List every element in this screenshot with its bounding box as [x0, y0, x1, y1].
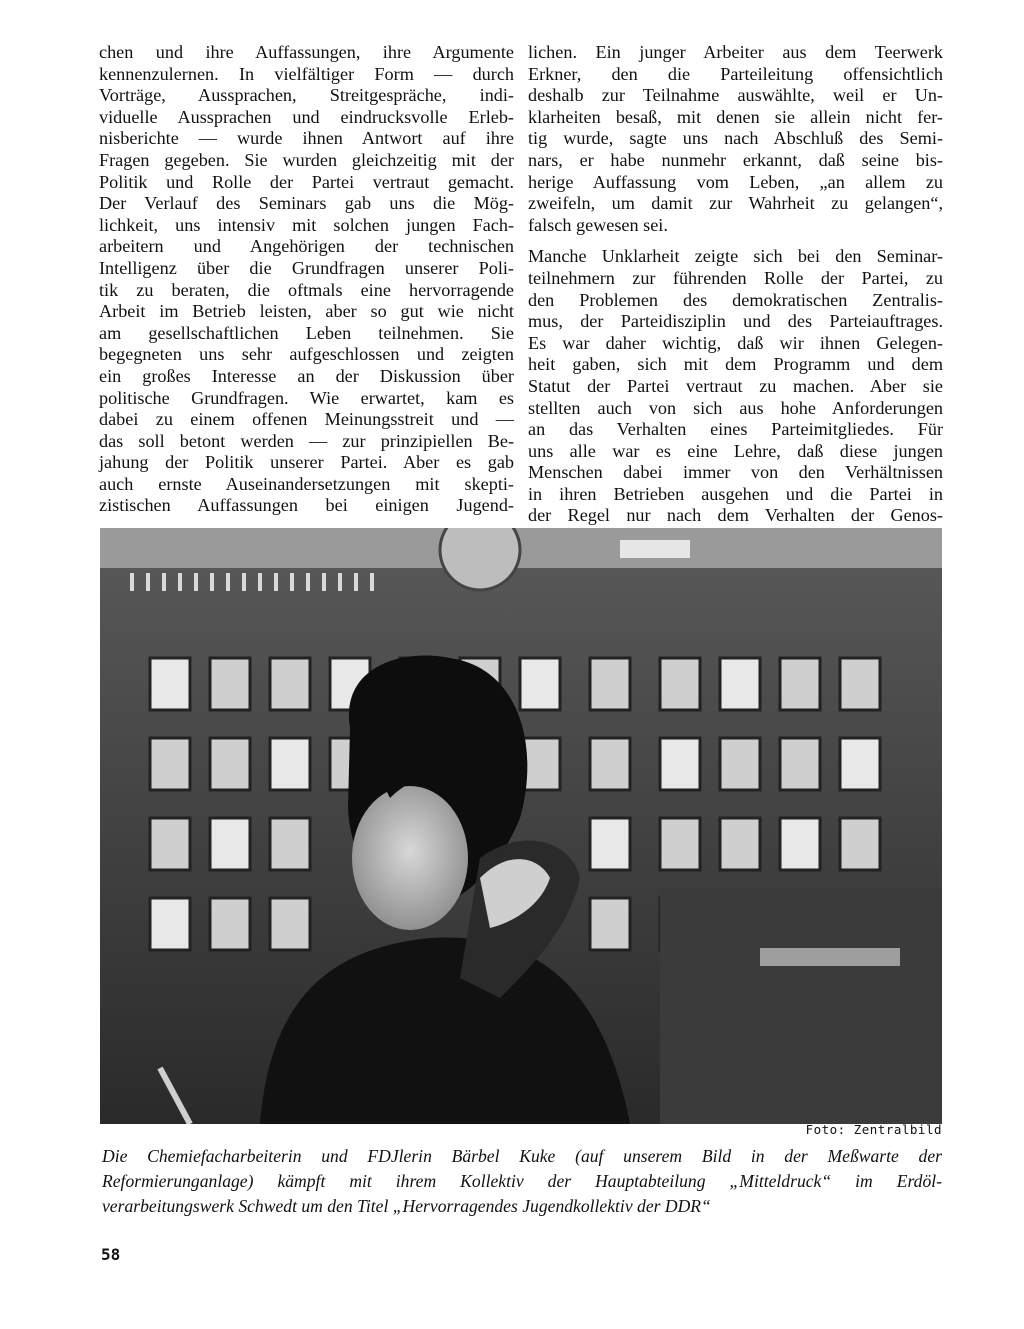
article-photo: [100, 528, 942, 1124]
gauge-window: [210, 818, 250, 870]
gauge-window: [150, 658, 190, 710]
caption-line: Reformierunganlage) kämpft mit ihrem Kollektiv der Hauptabteilung „Mitteldruck“ im Erdöl-: [102, 1171, 942, 1191]
gauge-window: [660, 658, 700, 710]
caption-line: Die Chemiefacharbeiterin und FDJlerin Bärbel Kuke (auf unserem Bild in der Meßwarte der: [102, 1146, 942, 1166]
photo-credit: Foto: Zentralbild: [805, 1122, 942, 1137]
indicator-lamp: [194, 573, 198, 591]
text-line: dabei zu einem offenen Meinungsstreit und —: [99, 409, 514, 430]
gauge-window: [590, 898, 630, 950]
desk-edge: [760, 948, 900, 966]
gauge-window: [210, 658, 250, 710]
text-line: chen und ihre Auffassungen, ihre Argumente: [99, 42, 514, 62]
text-line: lichkeit, uns intensiv mit solchen jungen Fach-: [99, 214, 514, 235]
article-paragraph-2: [528, 246, 943, 527]
text-line: Manche Unklarheit zeigte sich bei den Seminar-: [528, 246, 943, 267]
text-line: auch ernste Auseinandersetzungen mit skepti-: [99, 473, 514, 494]
text-line: jahung der Politik unserer Partei. Aber es gab: [99, 452, 514, 473]
text-line: tig wurde, sagte uns nach Abschluß des Semi-: [528, 128, 943, 149]
gauge-window: [520, 658, 560, 710]
gauge-window: [590, 658, 630, 710]
page-number: 58: [101, 1245, 121, 1264]
gauge-window: [590, 818, 630, 870]
text-line: zistischen Auffassungen bei einigen Jugend-: [99, 495, 514, 516]
text-line: politische Grundfragen. Wie erwartet, kam es: [99, 387, 514, 408]
text-line: ein großes Interesse an der Diskussion über: [99, 365, 514, 386]
article-left-column: [99, 42, 514, 517]
text-line: deshalb zur Teilnahme auswählte, weil er Un-: [528, 85, 943, 106]
gauge-window: [720, 658, 760, 710]
indicator-lamp: [290, 573, 294, 591]
text-line: Fragen gegeben. Sie wurden gleichzeitig mit der: [99, 149, 514, 170]
text-line: stellten auch von sich aus hohe Anforderungen: [528, 397, 943, 418]
text-line: uns alle war es eine Lehre, daß diese jungen: [528, 440, 943, 461]
gauge-window: [840, 818, 880, 870]
gauge-window: [270, 738, 310, 790]
text-line: viduelle Aussprachen und eindrucksvolle Erleb-: [99, 106, 514, 127]
text-line: am gesellschaftlichen Leben teilnehmen. Sie: [99, 322, 514, 343]
gauge-window: [720, 738, 760, 790]
text-line: Intelligenz über die Grundfragen unserer Poli-: [99, 257, 514, 278]
paragraph-gap: [528, 236, 943, 246]
text-line: an das Verhalten eines Parteimitgliedes. Für: [528, 419, 943, 440]
caption-line: verarbeitungswerk Schwedt um den Titel „Hervorragendes Jugendkollektiv der DDR“: [102, 1196, 711, 1216]
text-line: Es war daher wichtig, daß wir ihnen Gelegen-: [528, 332, 943, 353]
text-line: Der Verlauf des Seminars gab uns die Mög-: [99, 193, 514, 214]
indicator-lamp: [210, 573, 214, 591]
text-line: nisberichte — wurde ihnen Antwort auf ihre: [99, 128, 514, 149]
gauge-window: [780, 738, 820, 790]
gauge-window: [270, 658, 310, 710]
gauge-window: [720, 818, 760, 870]
indicator-lamp: [354, 573, 358, 591]
text-line: falsch gewesen sei.: [528, 214, 668, 235]
indicator-lamp: [146, 573, 150, 591]
gauge-window: [780, 658, 820, 710]
indicator-lamp: [242, 573, 246, 591]
text-line: Statut der Partei vertraut zu machen. Aber sie: [528, 375, 943, 396]
text-line: Erkner, den die Parteileitung offensichtlich: [528, 63, 943, 84]
text-line: in ihren Betrieben ausgehen und die Partei in: [528, 483, 943, 504]
gauge-window: [590, 738, 630, 790]
gauge-window: [150, 818, 190, 870]
text-line: tik zu beraten, die oftmals eine hervorragende: [99, 279, 514, 300]
text-line: arbeitern und Angehörigen der technischen: [99, 236, 514, 257]
photo-caption: [102, 1144, 942, 1219]
gauge-window: [150, 738, 190, 790]
text-line: Arbeit im Betrieb leisten, aber so gut wie nicht: [99, 301, 514, 322]
text-line: Menschen dabei immer von den Verhältnissen: [528, 462, 943, 483]
text-line: heit gaben, sich mit dem Programm und dem: [528, 354, 943, 375]
text-line: kennenzulernen. In vielfältiger Form — durch: [99, 63, 514, 84]
gauge-window: [660, 738, 700, 790]
text-line: zweifeln, um damit zur Wahrheit zu gelangen“,: [528, 193, 943, 214]
text-line: Politik und Rolle der Partei vertraut gemacht.: [99, 171, 514, 192]
indicator-lamp: [226, 573, 230, 591]
woman-face: [352, 786, 468, 930]
gauge-window: [780, 818, 820, 870]
text-line: mus, der Parteidisziplin und des Parteiauftrages.: [528, 311, 943, 332]
text-line: das soll betont werden — zur prinzipiellen Be-: [99, 430, 514, 451]
text-line: nars, er habe nunmehr erkannt, daß seine bis-: [528, 149, 943, 170]
gauge-window: [840, 658, 880, 710]
indicator-lamp: [162, 573, 166, 591]
gauge-window: [210, 738, 250, 790]
gauge-window: [270, 898, 310, 950]
text-line: den Problemen des demokratischen Zentralis-: [528, 289, 943, 310]
gauge-window: [270, 818, 310, 870]
article-paragraph-1: [528, 42, 943, 236]
desk-surface: [660, 888, 942, 1124]
indicator-lamp: [130, 573, 134, 591]
indicator-lamp: [258, 573, 262, 591]
article-right-column: [528, 42, 943, 527]
panel-label-plate: [620, 540, 690, 558]
text-line: herige Auffassung vom Leben, „an allem zu: [528, 171, 943, 192]
indicator-lamp: [322, 573, 326, 591]
indicator-lamp: [306, 573, 310, 591]
gauge-window: [210, 898, 250, 950]
gauge-window: [150, 898, 190, 950]
text-line: klarheiten besaß, mit denen sie allein nicht fer-: [528, 106, 943, 127]
text-line: teilnehmern zur führenden Rolle der Partei, zu: [528, 267, 943, 288]
indicator-lamp: [178, 573, 182, 591]
control-room-photo-illustration: [100, 528, 942, 1124]
text-line: Vorträge, Aussprachen, Streitgespräche, indi-: [99, 85, 514, 106]
indicator-lamp: [274, 573, 278, 591]
text-line: begegneten uns sehr aufgeschlossen und zeigten: [99, 344, 514, 365]
gauge-window: [660, 818, 700, 870]
text-line: lichen. Ein junger Arbeiter aus dem Teerwerk: [528, 42, 943, 62]
text-line: der Regel nur nach dem Verhalten der Genos-: [528, 505, 943, 526]
indicator-lamp: [338, 573, 342, 591]
gauge-window: [840, 738, 880, 790]
indicator-lamp: [370, 573, 374, 591]
